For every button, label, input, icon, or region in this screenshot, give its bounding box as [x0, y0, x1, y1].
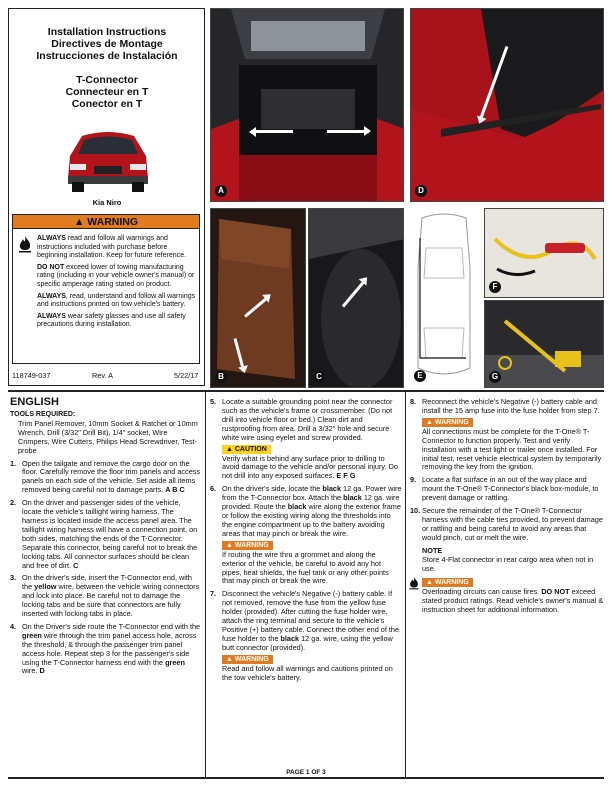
fire-hazard-icon [17, 235, 33, 253]
step-6: 6. On the driver's side, locate the black 12 ga. Power wire from the T-Connector box. Attach the black 12 ga. wire provided. Route the black wire along the exterior frame or follow the existing wiring along the thresholds into the engine compartment up to the battery avoiding areas that may pinch or break the wire. ▲ WARNING If routing the wire thru a grommet and along the exterior of the vehicle, be careful to avoid any hot pipes, heat shields, the fuel tank or any other points that may pinch or break the wire. [210, 484, 402, 586]
panel-label-f: F [489, 281, 501, 293]
bottom-divider [8, 777, 604, 779]
warning-triangle-icon: ▲ [73, 216, 88, 228]
revision: Rev. A [92, 371, 113, 380]
arrow-left [251, 130, 293, 133]
warning-triangle-icon: ▲ [226, 655, 235, 663]
step-5: 5. Locate a suitable grounding point near the connector such as the vehicle's frame or crossmember. (Do not drill into vehicle floor or bed.) Clean dirt and rustproofing from area. Drill a 3/32" hole and secure white wire using eyelet and screw provided. ▲ CAUTION Verify what is behind any surface prior to drilling to avoid damage to the vehicle and/or personal injury. Do not drill into any exposed surfaces. E F G [210, 397, 398, 481]
top-divider [8, 390, 604, 392]
panel-g-drawing [485, 301, 604, 388]
photo-panel-c [308, 208, 404, 388]
col-divider-1 [205, 392, 206, 777]
panel-label-e: E [414, 370, 426, 382]
warning-box [12, 214, 200, 364]
column-2 [210, 398, 402, 686]
warning-box-header [13, 215, 199, 229]
panel-label-a: A [215, 185, 227, 197]
warning-box-title: WARNING [87, 216, 139, 228]
step-7: 7. Disconnect the vehicle's Negative (-) battery cable. If not removed, remove the fuse from the yellow fuse holder (provided). After cutting the fuse holder wire, attach the ring terminal and secure to the vehicle's Positive (+) battery cable. Connect the other end of the fuse holder to the black 12 ga. wire, using the yellow butt connector (provided). ▲ WARNING Read and follow all warnings and cautions printed on the tow vehicle's battery. [210, 589, 400, 682]
note-text: Store 4-Flat connector in rear cargo area when not in use. [422, 554, 594, 573]
title-en: Installation Instructions [47, 26, 167, 38]
step-4: 4. On the Driver's side route the T-Connector end with the green wire through the trim panel access hole, across the threshold, & through the passenger trim panel access hole. Repeat step 3 for the passenger's side using the T-Connector harness end with the green wire. D [10, 621, 201, 676]
step-9: 9. Locate a flat surface in an out of the way place and mount the T-One® T-Connector's black box-module, to prevent damage or rattling. [410, 475, 599, 503]
warning-triangle-icon: ▲ [426, 579, 435, 587]
warning-item: DO NOT exceed lower of towing manufacturing rating (including in your vehicle owner's manual) or specific amperage rating stated on product. [37, 263, 195, 288]
product-es: Conector en T [71, 98, 143, 110]
caution-badge: ▲ CAUTION [222, 445, 271, 454]
panel-b-drawing [211, 209, 306, 388]
title-es: Instrucciones de Instalación [36, 50, 178, 62]
part-number: 118749-037 [12, 371, 51, 380]
photo-panel-b [210, 208, 306, 388]
fire-hazard-icon [408, 576, 420, 590]
panel-label-g: G [489, 371, 501, 383]
column-3 [410, 398, 604, 615]
date: 5/22/17 [174, 371, 199, 380]
final-warning-block: ▲ WARNING Overloading circuits can cause fires. DO NOT exceed stated product ratings. Read vehicle's owner's manual & instruction sheet for additional information. [410, 576, 604, 615]
step-2: 2. On the driver and passenger sides of the vehicle, locate the vehicle's taillight wiring harness. The harness is located inside the access panel area. The taillight wiring harness will have a connection point, on both sides, matching the ends of the T-Connector. Separate this connector, being careful not to break the locking tabs. All connector surfaces should be clean and free of dirt. C [10, 498, 198, 570]
panel-label-b: B [215, 371, 227, 383]
warning-badge: ▲ WARNING [422, 578, 473, 587]
step-10: 10. Secure the remainder of the T-One® T-Connector harness with the cable ties provided, to prevent damage or rattling and being careful to avoid any areas that would pinch, cut or melt the wire. [410, 506, 603, 542]
caution-triangle-icon: ▲ [226, 445, 235, 453]
diagram-panel-e [408, 208, 480, 388]
english-heading: ENGLISH [10, 396, 59, 408]
warning-badge: ▲ WARNING [222, 541, 273, 550]
col-divider-2 [405, 392, 406, 777]
panel-label-c: C [313, 371, 325, 383]
column-1 [10, 396, 201, 680]
product-en: T-Connector [76, 74, 138, 86]
panel-a-drawing [211, 9, 404, 202]
panel-c-drawing [309, 209, 404, 388]
title-block [10, 26, 204, 62]
panel-f-drawing [485, 209, 604, 298]
vehicle-photo [58, 118, 158, 196]
photo-panel-a [210, 8, 404, 202]
page-number: PAGE 1 OF 3 [286, 769, 326, 776]
warning-badge: ▲ WARNING [422, 418, 473, 427]
note-block [410, 547, 604, 574]
warning-item: ALWAYS wear safety glasses and use all safety precautions during installation. [37, 312, 186, 329]
title-fr: Directives de Montage [51, 38, 163, 50]
warning-box-text [37, 235, 197, 333]
warning-triangle-icon: ▲ [426, 418, 435, 426]
vehicle-caption: Kia Niro [92, 198, 122, 207]
step-3: 3. On the driver's side, insert the T-Connector end, with the yellow wire, between the vehicle wiring connectors and lock into place. Be careful not to damage the locking tabs and be sure that connectors are fully inserted with locking tabs in place. [10, 573, 200, 619]
vehicle-outline-diagram [408, 208, 480, 388]
photo-panel-d [410, 8, 604, 202]
tools-text: Trim Panel Remover, 10mm Socket & Ratchet or 10mm Wrench, Drill (3/32" Drill Bit), 1/4" socket, Wire Crimpers, Wire Cutters, Philips Head Screwdriver, Test-probe [18, 418, 198, 455]
tools-label: TOOLS REQUIRED: [10, 411, 76, 418]
product-block [10, 74, 204, 110]
panel-d-drawing [411, 9, 604, 202]
product-fr: Connecteur en T [65, 86, 149, 98]
photo-panel-g [484, 300, 604, 388]
warning-triangle-icon: ▲ [226, 541, 235, 549]
warning-item: ALWAYS read and follow all warnings and instructions included with purchase before beginning installation. Keep for future reference. [37, 235, 187, 260]
step-8: 8. Reconnect the vehicle's Negative (-) battery cable and install the 15 amp fuse into the fuse holder from step 7. ▲ WARNING All connections must be complete for the T-One® T-Connector to function properly. Test and verify installation with a test light or trailer once installed. For initial test, reset vehicle electrical system by temporarily removing the key from the ignition. [410, 397, 602, 472]
step-1: 1. Open the tailgate and remove the cargo door on the floor. Carefully remove the floor trim panels and access panels on each side of the vehicle. Set aside all items removed being careful not to damage parts. A B C [10, 458, 201, 495]
note-label: NOTE [422, 545, 443, 555]
photo-panel-f [484, 208, 604, 298]
warning-item: ALWAYS, read, understand and follow all warnings and instructions printed on tow vehicle's battery. [37, 292, 196, 309]
panel-label-d: D [415, 185, 427, 197]
arrow-right [327, 130, 369, 133]
warning-badge: ▲ WARNING [222, 655, 273, 664]
